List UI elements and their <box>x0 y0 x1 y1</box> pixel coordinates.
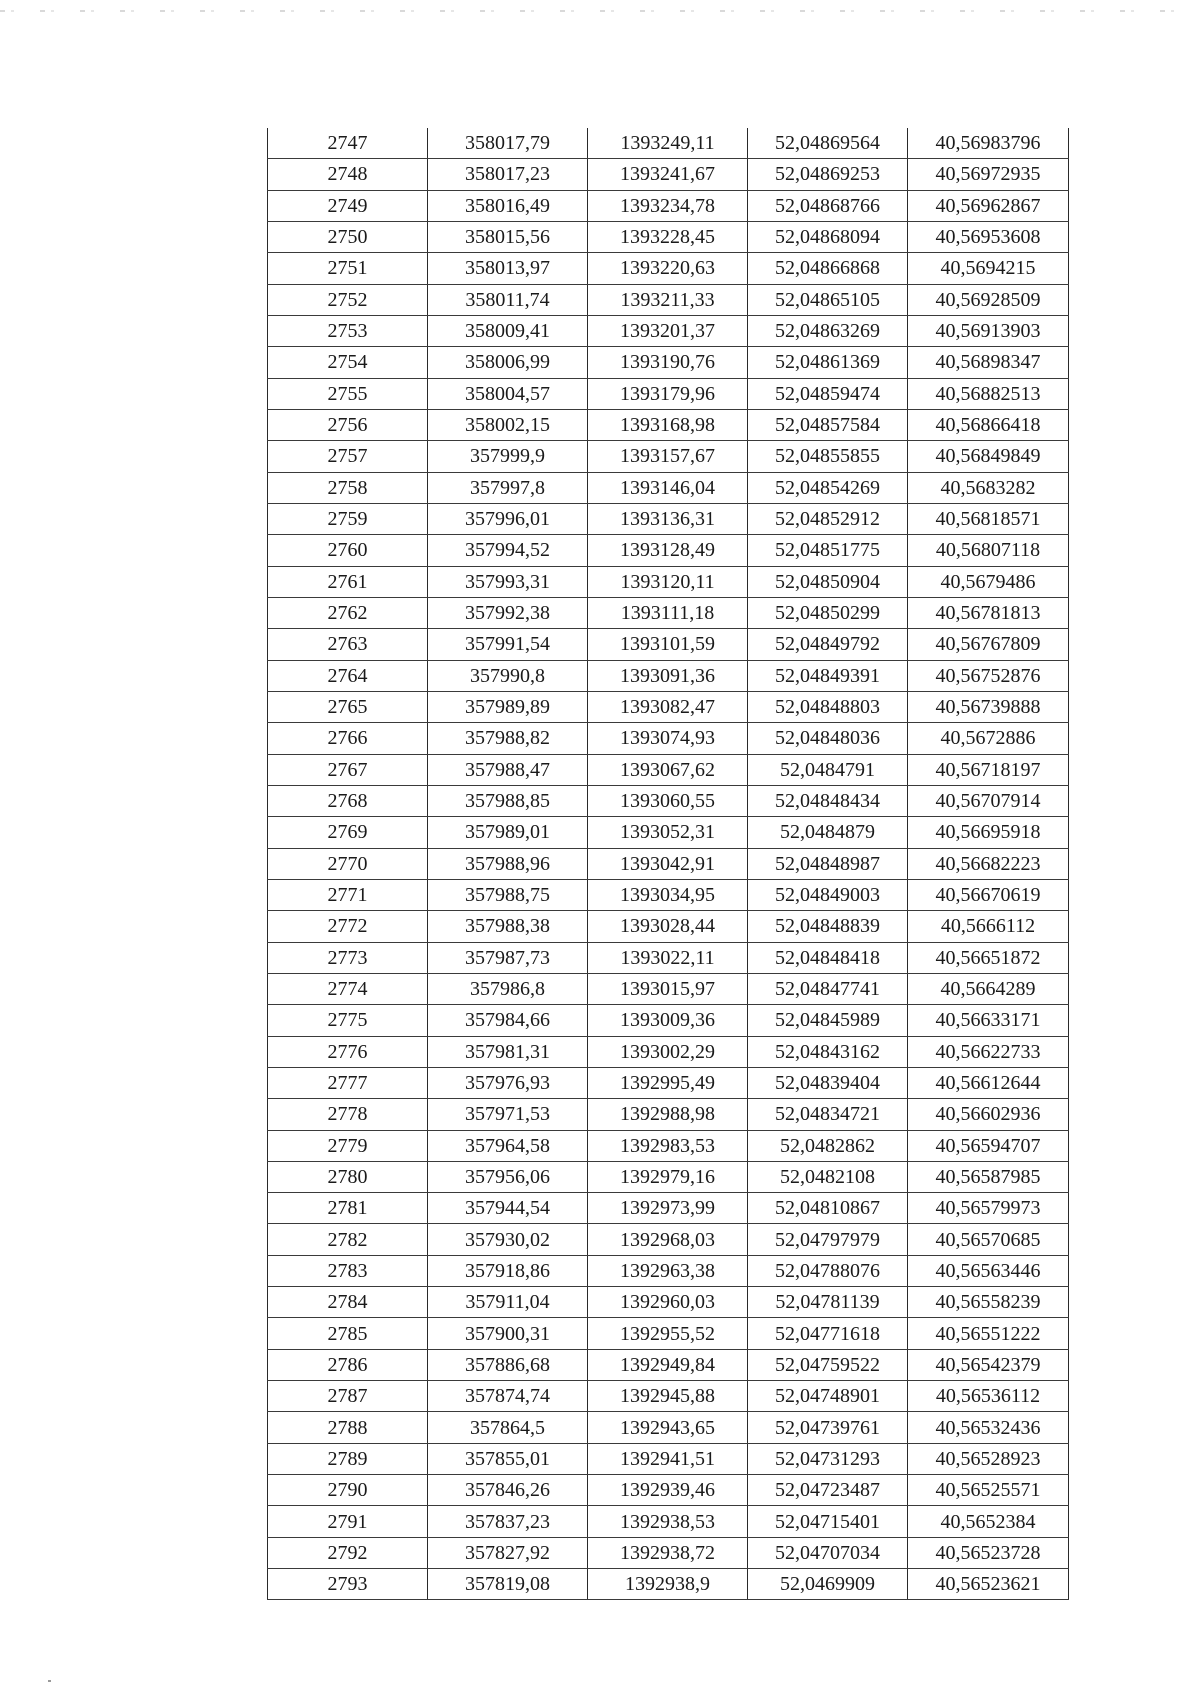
table-row <box>268 566 1069 597</box>
point-number-cell: 2754 <box>268 347 428 378</box>
latitude-cell: 52,04848418 <box>748 942 908 973</box>
longitude-cell: 40,56953608 <box>908 221 1069 252</box>
point-number-cell: 2788 <box>268 1412 428 1443</box>
y-coordinate-cell: 1393009,36 <box>588 1005 748 1036</box>
point-number-cell: 2757 <box>268 441 428 472</box>
point-number-cell: 2747 <box>268 128 428 159</box>
longitude-cell: 40,56558239 <box>908 1287 1069 1318</box>
latitude-cell: 52,04851775 <box>748 535 908 566</box>
x-coordinate-cell: 357992,38 <box>428 597 588 628</box>
latitude-cell: 52,04855855 <box>748 441 908 472</box>
y-coordinate-cell: 1393082,47 <box>588 691 748 722</box>
latitude-cell: 52,04848803 <box>748 691 908 722</box>
point-number-cell: 2792 <box>268 1537 428 1568</box>
table-row <box>268 1506 1069 1537</box>
longitude-cell: 40,5694215 <box>908 253 1069 284</box>
x-coordinate-cell: 358002,15 <box>428 409 588 440</box>
longitude-cell: 40,56739888 <box>908 691 1069 722</box>
latitude-cell: 52,0482862 <box>748 1130 908 1161</box>
y-coordinate-cell: 1392941,51 <box>588 1443 748 1474</box>
x-coordinate-cell: 358017,79 <box>428 128 588 159</box>
point-number-cell: 2767 <box>268 754 428 785</box>
x-coordinate-cell: 357993,31 <box>428 566 588 597</box>
table-row <box>268 1161 1069 1192</box>
point-number-cell: 2784 <box>268 1287 428 1318</box>
point-number-cell: 2771 <box>268 879 428 910</box>
latitude-cell: 52,04865105 <box>748 284 908 315</box>
latitude-cell: 52,04723487 <box>748 1475 908 1506</box>
x-coordinate-cell: 357911,04 <box>428 1287 588 1318</box>
longitude-cell: 40,5679486 <box>908 566 1069 597</box>
longitude-cell: 40,56579973 <box>908 1193 1069 1224</box>
table-row <box>268 1412 1069 1443</box>
latitude-cell: 52,04861369 <box>748 347 908 378</box>
longitude-cell: 40,56532436 <box>908 1412 1069 1443</box>
longitude-cell: 40,56536112 <box>908 1381 1069 1412</box>
x-coordinate-cell: 358004,57 <box>428 378 588 409</box>
table-row <box>268 1224 1069 1255</box>
point-number-cell: 2760 <box>268 535 428 566</box>
x-coordinate-cell: 357886,68 <box>428 1349 588 1380</box>
point-number-cell: 2779 <box>268 1130 428 1161</box>
latitude-cell: 52,04868094 <box>748 221 908 252</box>
latitude-cell: 52,04866868 <box>748 253 908 284</box>
y-coordinate-cell: 1393052,31 <box>588 817 748 848</box>
table-row <box>268 378 1069 409</box>
table-row <box>268 1099 1069 1130</box>
table-row <box>268 691 1069 722</box>
table-row <box>268 472 1069 503</box>
y-coordinate-cell: 1393111,18 <box>588 597 748 628</box>
latitude-cell: 52,04781139 <box>748 1287 908 1318</box>
y-coordinate-cell: 1393015,97 <box>588 973 748 1004</box>
point-number-cell: 2765 <box>268 691 428 722</box>
latitude-cell: 52,04869564 <box>748 128 908 159</box>
y-coordinate-cell: 1392963,38 <box>588 1255 748 1286</box>
y-coordinate-cell: 1393234,78 <box>588 190 748 221</box>
y-coordinate-cell: 1392938,53 <box>588 1506 748 1537</box>
x-coordinate-cell: 357988,38 <box>428 911 588 942</box>
x-coordinate-cell: 357976,93 <box>428 1067 588 1098</box>
x-coordinate-cell: 358009,41 <box>428 315 588 346</box>
point-number-cell: 2770 <box>268 848 428 879</box>
point-number-cell: 2755 <box>268 378 428 409</box>
scan-edge-artifact <box>0 10 1200 12</box>
y-coordinate-cell: 1393028,44 <box>588 911 748 942</box>
y-coordinate-cell: 1393034,95 <box>588 879 748 910</box>
point-number-cell: 2791 <box>268 1506 428 1537</box>
y-coordinate-cell: 1393201,37 <box>588 315 748 346</box>
table-row <box>268 942 1069 973</box>
table-row <box>268 535 1069 566</box>
point-number-cell: 2780 <box>268 1161 428 1192</box>
longitude-cell: 40,56983796 <box>908 128 1069 159</box>
table-row <box>268 1569 1069 1600</box>
x-coordinate-cell: 357918,86 <box>428 1255 588 1286</box>
longitude-cell: 40,56752876 <box>908 660 1069 691</box>
x-coordinate-cell: 357846,26 <box>428 1475 588 1506</box>
latitude-cell: 52,04849391 <box>748 660 908 691</box>
table-row <box>268 190 1069 221</box>
table-row <box>268 1443 1069 1474</box>
y-coordinate-cell: 1392973,99 <box>588 1193 748 1224</box>
longitude-cell: 40,5666112 <box>908 911 1069 942</box>
point-number-cell: 2768 <box>268 785 428 816</box>
longitude-cell: 40,5683282 <box>908 472 1069 503</box>
point-number-cell: 2793 <box>268 1569 428 1600</box>
y-coordinate-cell: 1392938,72 <box>588 1537 748 1568</box>
x-coordinate-cell: 357988,85 <box>428 785 588 816</box>
table-row <box>268 221 1069 252</box>
table-row <box>268 1036 1069 1067</box>
table-row <box>268 128 1069 159</box>
x-coordinate-cell: 357864,5 <box>428 1412 588 1443</box>
longitude-cell: 40,56718197 <box>908 754 1069 785</box>
x-coordinate-cell: 357837,23 <box>428 1506 588 1537</box>
latitude-cell: 52,04788076 <box>748 1255 908 1286</box>
latitude-cell: 52,04715401 <box>748 1506 908 1537</box>
latitude-cell: 52,04868766 <box>748 190 908 221</box>
longitude-cell: 40,56622733 <box>908 1036 1069 1067</box>
longitude-cell: 40,56602936 <box>908 1099 1069 1130</box>
point-number-cell: 2790 <box>268 1475 428 1506</box>
point-number-cell: 2758 <box>268 472 428 503</box>
point-number-cell: 2786 <box>268 1349 428 1380</box>
longitude-cell: 40,56682223 <box>908 848 1069 879</box>
longitude-cell: 40,5664289 <box>908 973 1069 1004</box>
table-row <box>268 629 1069 660</box>
table-row <box>268 848 1069 879</box>
latitude-cell: 52,04849792 <box>748 629 908 660</box>
x-coordinate-cell: 357827,92 <box>428 1537 588 1568</box>
latitude-cell: 52,04848036 <box>748 723 908 754</box>
point-number-cell: 2787 <box>268 1381 428 1412</box>
table-row <box>268 1318 1069 1349</box>
point-number-cell: 2789 <box>268 1443 428 1474</box>
latitude-cell: 52,04748901 <box>748 1381 908 1412</box>
latitude-cell: 52,04849003 <box>748 879 908 910</box>
latitude-cell: 52,04869253 <box>748 159 908 190</box>
latitude-cell: 52,04854269 <box>748 472 908 503</box>
longitude-cell: 40,56587985 <box>908 1161 1069 1192</box>
table-row <box>268 1287 1069 1318</box>
point-number-cell: 2748 <box>268 159 428 190</box>
y-coordinate-cell: 1392995,49 <box>588 1067 748 1098</box>
point-number-cell: 2759 <box>268 503 428 534</box>
longitude-cell: 40,56818571 <box>908 503 1069 534</box>
x-coordinate-cell: 357971,53 <box>428 1099 588 1130</box>
latitude-cell: 52,0484791 <box>748 754 908 785</box>
point-number-cell: 2749 <box>268 190 428 221</box>
point-number-cell: 2762 <box>268 597 428 628</box>
y-coordinate-cell: 1393022,11 <box>588 942 748 973</box>
longitude-cell: 40,56633171 <box>908 1005 1069 1036</box>
y-coordinate-cell: 1393067,62 <box>588 754 748 785</box>
y-coordinate-cell: 1392988,98 <box>588 1099 748 1130</box>
coordinates-table-body <box>268 128 1069 1600</box>
point-number-cell: 2776 <box>268 1036 428 1067</box>
y-coordinate-cell: 1393002,29 <box>588 1036 748 1067</box>
point-number-cell: 2769 <box>268 817 428 848</box>
point-number-cell: 2761 <box>268 566 428 597</box>
x-coordinate-cell: 357988,96 <box>428 848 588 879</box>
x-coordinate-cell: 357900,31 <box>428 1318 588 1349</box>
x-coordinate-cell: 357999,9 <box>428 441 588 472</box>
longitude-cell: 40,56781813 <box>908 597 1069 628</box>
y-coordinate-cell: 1393120,11 <box>588 566 748 597</box>
x-coordinate-cell: 357994,52 <box>428 535 588 566</box>
x-coordinate-cell: 358017,23 <box>428 159 588 190</box>
table-row <box>268 973 1069 1004</box>
longitude-cell: 40,56882513 <box>908 378 1069 409</box>
latitude-cell: 52,04731293 <box>748 1443 908 1474</box>
latitude-cell: 52,04859474 <box>748 378 908 409</box>
y-coordinate-cell: 1392979,16 <box>588 1161 748 1192</box>
x-coordinate-cell: 357819,08 <box>428 1569 588 1600</box>
table-row <box>268 723 1069 754</box>
x-coordinate-cell: 358013,97 <box>428 253 588 284</box>
x-coordinate-cell: 357988,82 <box>428 723 588 754</box>
x-coordinate-cell: 357989,89 <box>428 691 588 722</box>
longitude-cell: 40,56523621 <box>908 1569 1069 1600</box>
latitude-cell: 52,04847741 <box>748 973 908 1004</box>
longitude-cell: 40,56807118 <box>908 535 1069 566</box>
point-number-cell: 2782 <box>268 1224 428 1255</box>
point-number-cell: 2751 <box>268 253 428 284</box>
longitude-cell: 40,56707914 <box>908 785 1069 816</box>
latitude-cell: 52,04797979 <box>748 1224 908 1255</box>
point-number-cell: 2764 <box>268 660 428 691</box>
table-row <box>268 879 1069 910</box>
point-number-cell: 2763 <box>268 629 428 660</box>
y-coordinate-cell: 1393249,11 <box>588 128 748 159</box>
longitude-cell: 40,56523728 <box>908 1537 1069 1568</box>
longitude-cell: 40,56570685 <box>908 1224 1069 1255</box>
y-coordinate-cell: 1393128,49 <box>588 535 748 566</box>
latitude-cell: 52,04863269 <box>748 315 908 346</box>
point-number-cell: 2777 <box>268 1067 428 1098</box>
point-number-cell: 2785 <box>268 1318 428 1349</box>
y-coordinate-cell: 1392945,88 <box>588 1381 748 1412</box>
latitude-cell: 52,04850299 <box>748 597 908 628</box>
y-coordinate-cell: 1393136,31 <box>588 503 748 534</box>
longitude-cell: 40,56528923 <box>908 1443 1069 1474</box>
x-coordinate-cell: 357988,47 <box>428 754 588 785</box>
latitude-cell: 52,04848839 <box>748 911 908 942</box>
point-number-cell: 2783 <box>268 1255 428 1286</box>
point-number-cell: 2766 <box>268 723 428 754</box>
longitude-cell: 40,56898347 <box>908 347 1069 378</box>
table-row <box>268 1067 1069 1098</box>
latitude-cell: 52,04759522 <box>748 1349 908 1380</box>
point-number-cell: 2753 <box>268 315 428 346</box>
y-coordinate-cell: 1392949,84 <box>588 1349 748 1380</box>
longitude-cell: 40,56849849 <box>908 441 1069 472</box>
latitude-cell: 52,04857584 <box>748 409 908 440</box>
longitude-cell: 40,5672886 <box>908 723 1069 754</box>
latitude-cell: 52,04834721 <box>748 1099 908 1130</box>
table-row <box>268 315 1069 346</box>
x-coordinate-cell: 357990,8 <box>428 660 588 691</box>
x-coordinate-cell: 357987,73 <box>428 942 588 973</box>
x-coordinate-cell: 358015,56 <box>428 221 588 252</box>
longitude-cell: 40,56542379 <box>908 1349 1069 1380</box>
longitude-cell: 40,56612644 <box>908 1067 1069 1098</box>
y-coordinate-cell: 1393074,93 <box>588 723 748 754</box>
x-coordinate-cell: 357991,54 <box>428 629 588 660</box>
point-number-cell: 2773 <box>268 942 428 973</box>
latitude-cell: 52,0484879 <box>748 817 908 848</box>
table-row <box>268 1005 1069 1036</box>
latitude-cell: 52,04850904 <box>748 566 908 597</box>
latitude-cell: 52,04852912 <box>748 503 908 534</box>
latitude-cell: 52,04848434 <box>748 785 908 816</box>
coordinates-table <box>267 128 1069 1600</box>
table-row <box>268 1130 1069 1161</box>
y-coordinate-cell: 1393228,45 <box>588 221 748 252</box>
longitude-cell: 40,56866418 <box>908 409 1069 440</box>
y-coordinate-cell: 1392968,03 <box>588 1224 748 1255</box>
x-coordinate-cell: 357996,01 <box>428 503 588 534</box>
scan-speck <box>48 1680 51 1682</box>
x-coordinate-cell: 357956,06 <box>428 1161 588 1192</box>
x-coordinate-cell: 357997,8 <box>428 472 588 503</box>
y-coordinate-cell: 1393179,96 <box>588 378 748 409</box>
y-coordinate-cell: 1392943,65 <box>588 1412 748 1443</box>
y-coordinate-cell: 1392960,03 <box>588 1287 748 1318</box>
longitude-cell: 40,56525571 <box>908 1475 1069 1506</box>
longitude-cell: 40,56551222 <box>908 1318 1069 1349</box>
x-coordinate-cell: 357988,75 <box>428 879 588 910</box>
table-row <box>268 441 1069 472</box>
latitude-cell: 52,04848987 <box>748 848 908 879</box>
table-row <box>268 1475 1069 1506</box>
x-coordinate-cell: 357944,54 <box>428 1193 588 1224</box>
latitude-cell: 52,0482108 <box>748 1161 908 1192</box>
table-row <box>268 1193 1069 1224</box>
longitude-cell: 40,56928509 <box>908 284 1069 315</box>
longitude-cell: 40,56962867 <box>908 190 1069 221</box>
x-coordinate-cell: 357964,58 <box>428 1130 588 1161</box>
y-coordinate-cell: 1393211,33 <box>588 284 748 315</box>
y-coordinate-cell: 1393091,36 <box>588 660 748 691</box>
longitude-cell: 40,56670619 <box>908 879 1069 910</box>
x-coordinate-cell: 358011,74 <box>428 284 588 315</box>
x-coordinate-cell: 357984,66 <box>428 1005 588 1036</box>
y-coordinate-cell: 1392955,52 <box>588 1318 748 1349</box>
x-coordinate-cell: 358016,49 <box>428 190 588 221</box>
table-row <box>268 1381 1069 1412</box>
table-row <box>268 159 1069 190</box>
table-row <box>268 754 1069 785</box>
point-number-cell: 2756 <box>268 409 428 440</box>
table-row <box>268 911 1069 942</box>
latitude-cell: 52,0469909 <box>748 1569 908 1600</box>
y-coordinate-cell: 1393168,98 <box>588 409 748 440</box>
table-row <box>268 597 1069 628</box>
latitude-cell: 52,04810867 <box>748 1193 908 1224</box>
latitude-cell: 52,04839404 <box>748 1067 908 1098</box>
latitude-cell: 52,04845989 <box>748 1005 908 1036</box>
longitude-cell: 40,56695918 <box>908 817 1069 848</box>
longitude-cell: 40,56563446 <box>908 1255 1069 1286</box>
y-coordinate-cell: 1393220,63 <box>588 253 748 284</box>
y-coordinate-cell: 1393060,55 <box>588 785 748 816</box>
table-row <box>268 503 1069 534</box>
latitude-cell: 52,04739761 <box>748 1412 908 1443</box>
longitude-cell: 40,56972935 <box>908 159 1069 190</box>
y-coordinate-cell: 1393190,76 <box>588 347 748 378</box>
point-number-cell: 2752 <box>268 284 428 315</box>
table-row <box>268 1255 1069 1286</box>
point-number-cell: 2781 <box>268 1193 428 1224</box>
x-coordinate-cell: 357986,8 <box>428 973 588 1004</box>
longitude-cell: 40,56651872 <box>908 942 1069 973</box>
table-row <box>268 253 1069 284</box>
table-row <box>268 785 1069 816</box>
x-coordinate-cell: 357874,74 <box>428 1381 588 1412</box>
table-row <box>268 660 1069 691</box>
x-coordinate-cell: 357930,02 <box>428 1224 588 1255</box>
point-number-cell: 2778 <box>268 1099 428 1130</box>
y-coordinate-cell: 1393042,91 <box>588 848 748 879</box>
y-coordinate-cell: 1393157,67 <box>588 441 748 472</box>
latitude-cell: 52,04843162 <box>748 1036 908 1067</box>
table-row <box>268 817 1069 848</box>
point-number-cell: 2772 <box>268 911 428 942</box>
y-coordinate-cell: 1392938,9 <box>588 1569 748 1600</box>
latitude-cell: 52,04771618 <box>748 1318 908 1349</box>
point-number-cell: 2774 <box>268 973 428 1004</box>
table-row <box>268 1349 1069 1380</box>
y-coordinate-cell: 1392939,46 <box>588 1475 748 1506</box>
longitude-cell: 40,5652384 <box>908 1506 1069 1537</box>
table-row <box>268 409 1069 440</box>
y-coordinate-cell: 1393101,59 <box>588 629 748 660</box>
x-coordinate-cell: 358006,99 <box>428 347 588 378</box>
x-coordinate-cell: 357855,01 <box>428 1443 588 1474</box>
y-coordinate-cell: 1392983,53 <box>588 1130 748 1161</box>
latitude-cell: 52,04707034 <box>748 1537 908 1568</box>
longitude-cell: 40,56594707 <box>908 1130 1069 1161</box>
x-coordinate-cell: 357981,31 <box>428 1036 588 1067</box>
point-number-cell: 2750 <box>268 221 428 252</box>
longitude-cell: 40,56913903 <box>908 315 1069 346</box>
y-coordinate-cell: 1393241,67 <box>588 159 748 190</box>
longitude-cell: 40,56767809 <box>908 629 1069 660</box>
table-row <box>268 284 1069 315</box>
y-coordinate-cell: 1393146,04 <box>588 472 748 503</box>
table-row <box>268 347 1069 378</box>
x-coordinate-cell: 357989,01 <box>428 817 588 848</box>
table-row <box>268 1537 1069 1568</box>
point-number-cell: 2775 <box>268 1005 428 1036</box>
